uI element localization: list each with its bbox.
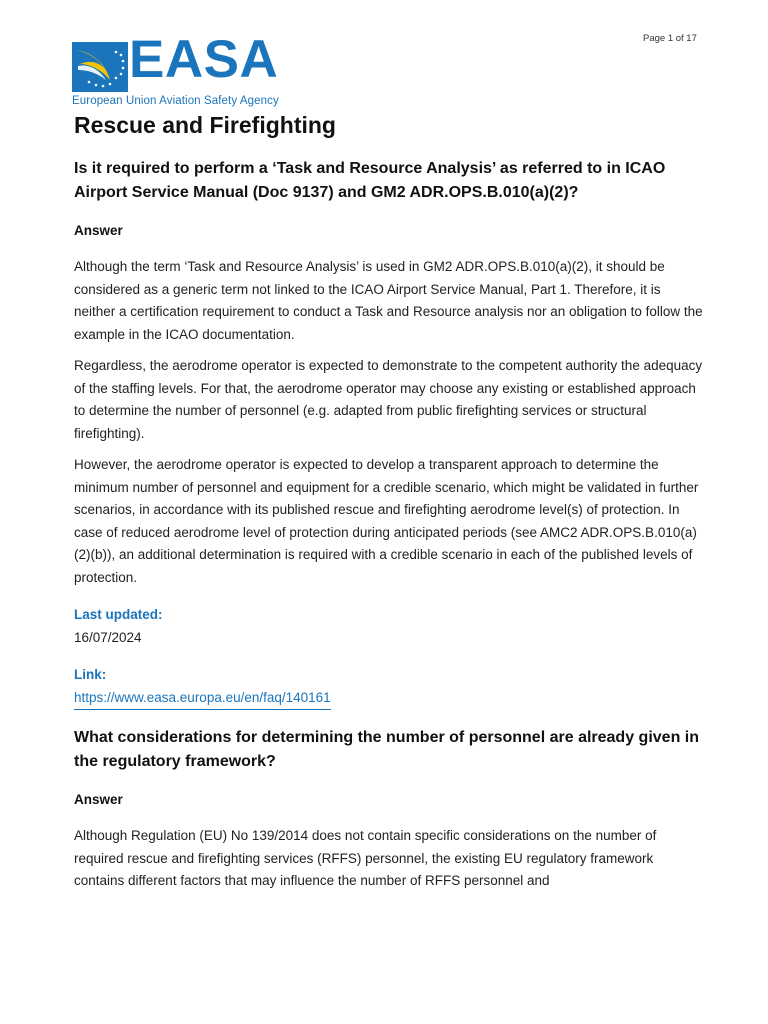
last-updated-label: Last updated:: [74, 607, 163, 623]
faq-item: [74, 157, 704, 710]
answer-label: Answer: [74, 223, 123, 239]
faq-item: [74, 726, 704, 893]
logo-wordmark: EASA: [129, 30, 279, 89]
plane-stars-logo-icon: [72, 42, 128, 92]
answer-paragraph: Although Regulation (EU) No 139/2014 does not contain specific considerations on the number of required rescue and firefighting services (RFFS) personnel, the existing EU regulatory framework contains different factors that may influence the number of RFFS personnel and: [74, 828, 657, 889]
answer-paragraph: Regardless, the aerodrome operator is expected to demonstrate to the competent authority the adequacy of the staffing levels. For that, the aerodrome operator may choose any existing or established approach to determine the number of personnel (e.g. adapted from public firefighting services or structural firefighting).: [74, 358, 703, 441]
easa-logo[interactable]: [72, 30, 282, 110]
page-title: Rescue and Firefighting: [74, 112, 336, 138]
last-updated-date: 16/07/2024: [74, 630, 142, 646]
answer-label: Answer: [74, 792, 123, 808]
faq-question: Is it required to perform a ‘Task and Resource Analysis’ as referred to in ICAO Airport Service Manual (Doc 9137) and GM2 ADR.OPS.B.010(a)(2)?: [74, 160, 666, 202]
link-label: Link:: [74, 667, 107, 683]
faq-question: What considerations for determining the number of personnel are already given in the regulatory framework?: [74, 729, 699, 771]
answer-paragraph: However, the aerodrome operator is expected to develop a transparent approach to determine the minimum number of personnel and equipment for a credible scenario, which might be validated in further scenarios, in accordance with its published rescue and firefighting aerodrome level(s) of protection. In case of reduced aerodrome level of protection during anticipated periods (see AMC2 ADR.OPS.B.010(a)(2)(b)), an additional determination is required with a credible scenario in each of the published levels of protection.: [74, 457, 699, 585]
faq-link[interactable]: https://www.easa.europa.eu/en/faq/140161: [74, 687, 331, 710]
answer-paragraph: Although the term ‘Task and Resource Analysis’ is used in GM2 ADR.OPS.B.010(a)(2), it should be considered as a generic term not linked to the ICAO Airport Service Manual, Part 1. Therefore, it is neither a certification requirement to conduct a Task and Resource analysis nor an obligation to follow the example in the ICAO documentation.: [74, 259, 703, 342]
page-number: Page 1 of 17: [643, 33, 697, 44]
main-content: [74, 110, 704, 909]
agency-name: European Union Aviation Safety Agency: [72, 95, 279, 107]
